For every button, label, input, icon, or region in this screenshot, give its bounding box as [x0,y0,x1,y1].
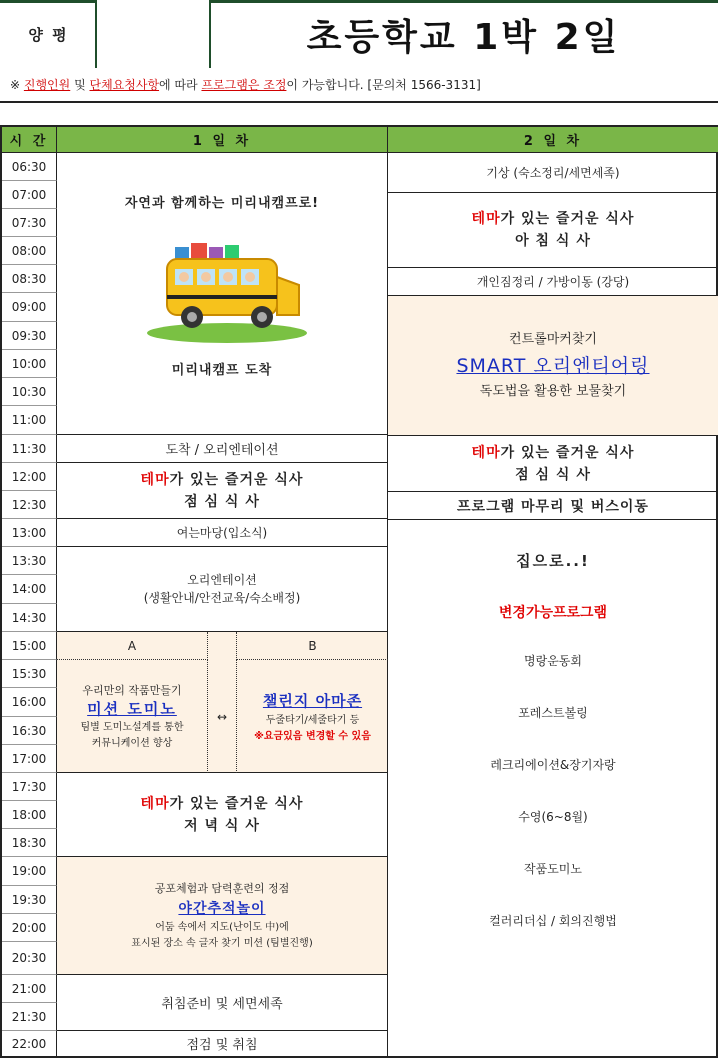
time-slot: 16:00 [2,688,57,717]
orienteering-subtitle: 컨트롤마커찾기 [509,331,597,347]
time-slot: 07:30 [2,209,57,237]
breakfast-theme-text: 테마가 있는 즐거운 식사 [471,211,635,227]
dinner-label: 저 녁 식 사 [184,817,260,834]
time-slot: 17:30 [2,773,57,801]
region-label: 양 평 [28,25,69,44]
activity-a-name: 미션 도미노 [87,699,177,718]
activity-b-desc: 두줄타기/세줄타기 등 [265,714,360,726]
day2-orienteering-block [388,296,718,436]
day1-orientation-block [57,547,388,632]
day2-home-block [388,520,718,1056]
day2-wrapup: 프로그램 마무리 및 버스이동 [388,492,718,520]
divider [0,101,718,103]
optional-program-item: 컬러리더십 / 회의진행법 [489,914,617,928]
day2-lunch-label: 점 심 식 사 [515,466,591,483]
lunch-theme-text: 테마가 있는 즐거운 식사 [140,471,304,488]
orientation-detail: (생활안내/안전교육/숙소배정) [143,591,301,605]
time-slot: 06:30 [2,153,57,181]
day1-camp-arrival-block [57,153,388,435]
day1-activity-ab-block [57,632,388,773]
time-slot: 12:30 [2,491,57,519]
activity-a-header: A [57,632,208,660]
swap-arrow-icon: ↔ [216,709,228,724]
time-slot: 11:00 [2,406,57,435]
time-slot: 19:30 [2,886,57,914]
day2-lunch-block [388,436,718,492]
day1-sleep: 점검 및 취침 [57,1031,388,1056]
optional-program-item: 포레스트볼링 [518,706,588,720]
day1-night-activity-block [57,857,388,975]
activity-a-title: 우리만의 작품만들기 [82,683,182,697]
day2-lunch-theme-text: 테마가 있는 즐거운 식사 [471,444,635,461]
time-slot: 08:30 [2,265,57,293]
time-slot: 08:00 [2,237,57,265]
dinner-theme-text: 테마가 있는 즐거운 식사 [140,795,304,812]
day1-orientation-arrival: 도착 / 오리엔테이션 [57,435,388,463]
activity-b-name: 챌린지 아마존 [262,691,363,710]
time-slot: 16:30 [2,717,57,745]
time-slot: 10:00 [2,350,57,378]
optional-program-item: 수영(6~8월) [518,810,588,824]
time-slot: 20:00 [2,914,57,942]
time-slot: 13:00 [2,519,57,547]
notice-text: ※ 진행인원 및 단체요청사항에 따라 프로그램은 조정이 가능합니다. [문의처 1566-3131] [10,78,481,92]
orienteering-name: SMART 오리엔티어링 [456,354,650,377]
column-header-day1: 1 일 차 [57,127,388,153]
activity-a-desc1: 팀별 도미노설계를 통한 [80,721,184,733]
activity-a-desc2: 커뮤니케이션 향상 [91,737,173,749]
night-activity-name: 야간추적놀이 [178,900,266,917]
school-bus-icon [137,225,307,345]
time-slot: 09:30 [2,322,57,350]
breakfast-label: 아 침 식 사 [515,233,591,249]
arrival-text: 미리내캠프 도착 [171,362,273,378]
time-slot: 15:30 [2,660,57,688]
time-slot: 19:00 [2,857,57,886]
time-slot: 12:00 [2,463,57,491]
night-activity-desc1: 어둠 속에서 지도(난이도 中)에 [155,921,289,933]
time-slot: 07:00 [2,181,57,209]
orienteering-desc: 독도법을 활용한 보물찾기 [479,383,627,399]
night-activity-subtitle: 공포체험과 담력훈련의 정점 [154,881,290,895]
page-title: 초등학교 1박 2일 [306,16,621,58]
activity-b-note: ※요금있음 변경할 수 있음 [254,730,371,742]
time-slot: 22:00 [2,1031,57,1056]
time-slot: 14:00 [2,575,57,604]
day2-breakfast-block [388,193,718,268]
time-slot: 13:30 [2,547,57,575]
camp-slogan: 자연과 함께하는 미리내캠프로! [124,195,320,211]
orientation-label: 오리엔테이션 [187,573,257,587]
time-slot: 20:30 [2,942,57,975]
time-slot: 18:30 [2,829,57,857]
time-slot: 09:00 [2,293,57,322]
activity-b-cell [236,660,388,773]
lunch-label: 점 심 식 사 [184,493,260,510]
time-slot: 18:00 [2,801,57,829]
activity-a-cell [57,660,208,773]
schedule-table [0,125,718,1058]
day2-wake: 기상 (숙소정리/세면세족) [388,153,718,193]
day1-bed-prep: 취침준비 및 세면세족 [57,975,388,1031]
time-slot: 15:00 [2,632,57,660]
day2-luggage-move: 개인짐정리 / 가방이동 (강당) [388,268,718,296]
optional-program-item: 명랑운동회 [524,654,582,668]
day1-opening: 여는마당(입소식) [57,519,388,547]
column-header-time: 시 간 [2,127,57,153]
day1-lunch-block [57,463,388,519]
going-home: 집으로..! [516,552,590,570]
day1-dinner-block [57,773,388,857]
optional-program-item: 작품도미노 [524,862,582,876]
time-slot: 21:00 [2,975,57,1003]
time-slot: 21:30 [2,1003,57,1031]
optional-program-item: 레크리에이션&장기자랑 [490,758,616,772]
time-slot: 10:30 [2,378,57,406]
optional-programs-title: 변경가능프로그램 [498,605,608,621]
time-slot: 14:30 [2,604,57,632]
column-header-day2: 2 일 차 [388,127,718,153]
night-activity-desc2: 표시된 장소 속 글자 찾기 미션 (팀별진행) [131,937,313,949]
activity-b-header: B [236,632,388,660]
time-slot: 17:00 [2,745,57,773]
time-slot: 11:30 [2,435,57,463]
